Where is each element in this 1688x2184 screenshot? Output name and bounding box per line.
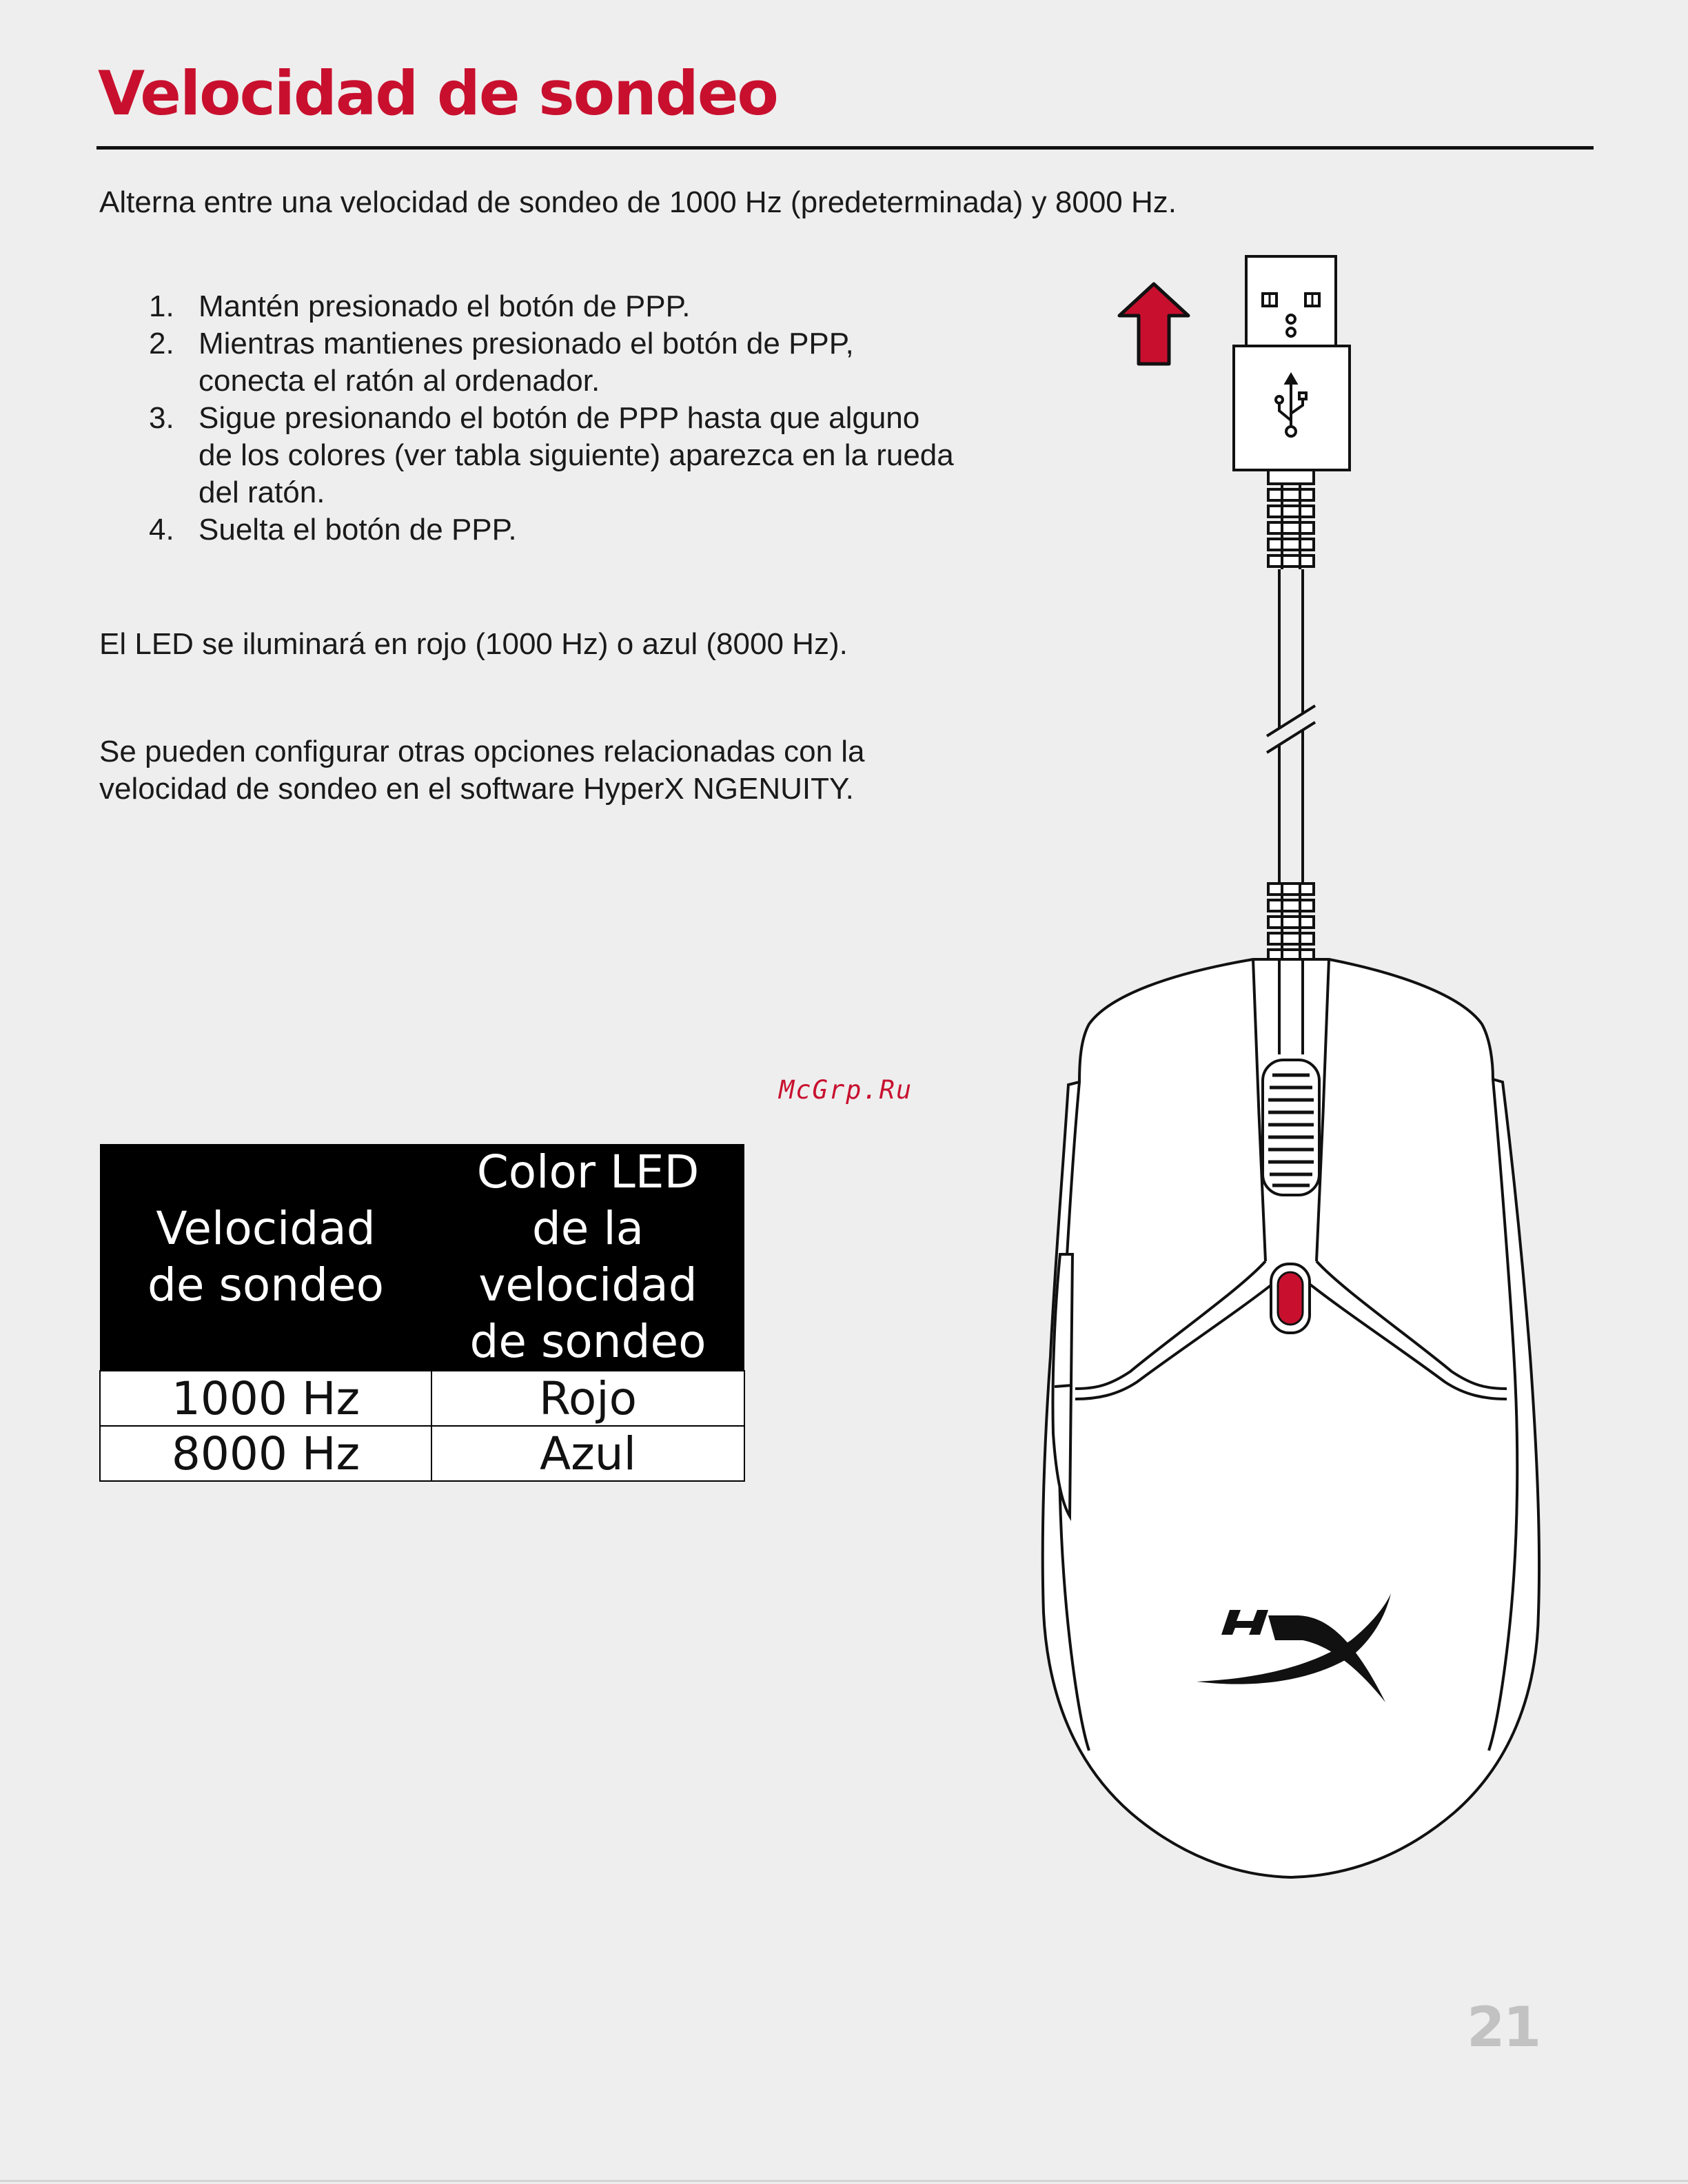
led-info-text: El LED se iluminará en rojo (1000 Hz) o azul (8000 Hz).: [99, 627, 848, 661]
software-info-line: Se pueden configurar otras opciones relacionadas con la: [99, 735, 865, 768]
header-line: Velocidad: [156, 1202, 376, 1255]
step-line: Suelta el botón de PPP.: [199, 513, 517, 547]
software-info-line: velocidad de sondeo en el software HyperX NGENUITY.: [99, 772, 854, 806]
step-item: [135, 400, 1052, 511]
step-line: de los colores (ver tabla siguiente) aparezca en la rueda: [199, 438, 954, 472]
step-item: [135, 511, 1052, 549]
step-line: Mientras mantienes presionado el botón de PPP,: [199, 327, 854, 360]
step-line: del ratón.: [199, 476, 325, 509]
step-line: Mantén presionado el botón de PPP.: [199, 289, 691, 323]
step-number: 2.: [149, 327, 174, 360]
header-line: de sondeo: [469, 1315, 706, 1368]
watermark: McGrp.Ru: [779, 1075, 913, 1105]
page-number: 21: [1467, 1995, 1540, 2059]
title-divider: [96, 146, 1594, 150]
table-header-row: [100, 1144, 744, 1371]
step-number: 1.: [149, 289, 174, 323]
polling-rate-table: [99, 1144, 745, 1482]
header-line: de la: [531, 1202, 644, 1255]
step-line: conecta el ratón al ordenador.: [199, 364, 600, 398]
usb-plug-tip: [1246, 256, 1336, 347]
step-line: Sigue presionando el botón de PPP hasta que alguno: [199, 401, 920, 435]
table-cell: Azul: [431, 1426, 744, 1481]
header-led-color: [431, 1144, 744, 1371]
mouse-cable-illustration: [1034, 248, 1558, 1888]
header-line: de sondeo: [148, 1258, 384, 1312]
header-polling-rate: [100, 1144, 431, 1371]
steps-list: [135, 288, 1052, 549]
table-row: [100, 1371, 744, 1426]
led-indicator: [1278, 1272, 1303, 1325]
cable: [1267, 569, 1315, 884]
arrow-up-icon: [1119, 284, 1188, 364]
page-title: Velocidad de sondeo: [98, 58, 777, 129]
table-row: [100, 1426, 744, 1481]
mouse-strain-relief: [1268, 884, 1314, 961]
table-cell: 8000 Hz: [100, 1426, 431, 1481]
bottom-divider: [0, 2180, 1688, 2182]
step-number: 3.: [149, 401, 174, 435]
header-line: Color LED: [476, 1145, 700, 1198]
step-item: [135, 325, 1052, 400]
header-line: velocidad: [478, 1258, 698, 1312]
step-item: [135, 288, 1052, 325]
table-cell: 1000 Hz: [100, 1371, 431, 1426]
step-number: 4.: [149, 513, 174, 547]
intro-text: Alterna entre una velocidad de sondeo de 1000 Hz (predeterminada) y 8000 Hz.: [99, 185, 1177, 219]
cable-strain-relief: [1268, 470, 1314, 567]
table-cell: Rojo: [431, 1371, 744, 1426]
